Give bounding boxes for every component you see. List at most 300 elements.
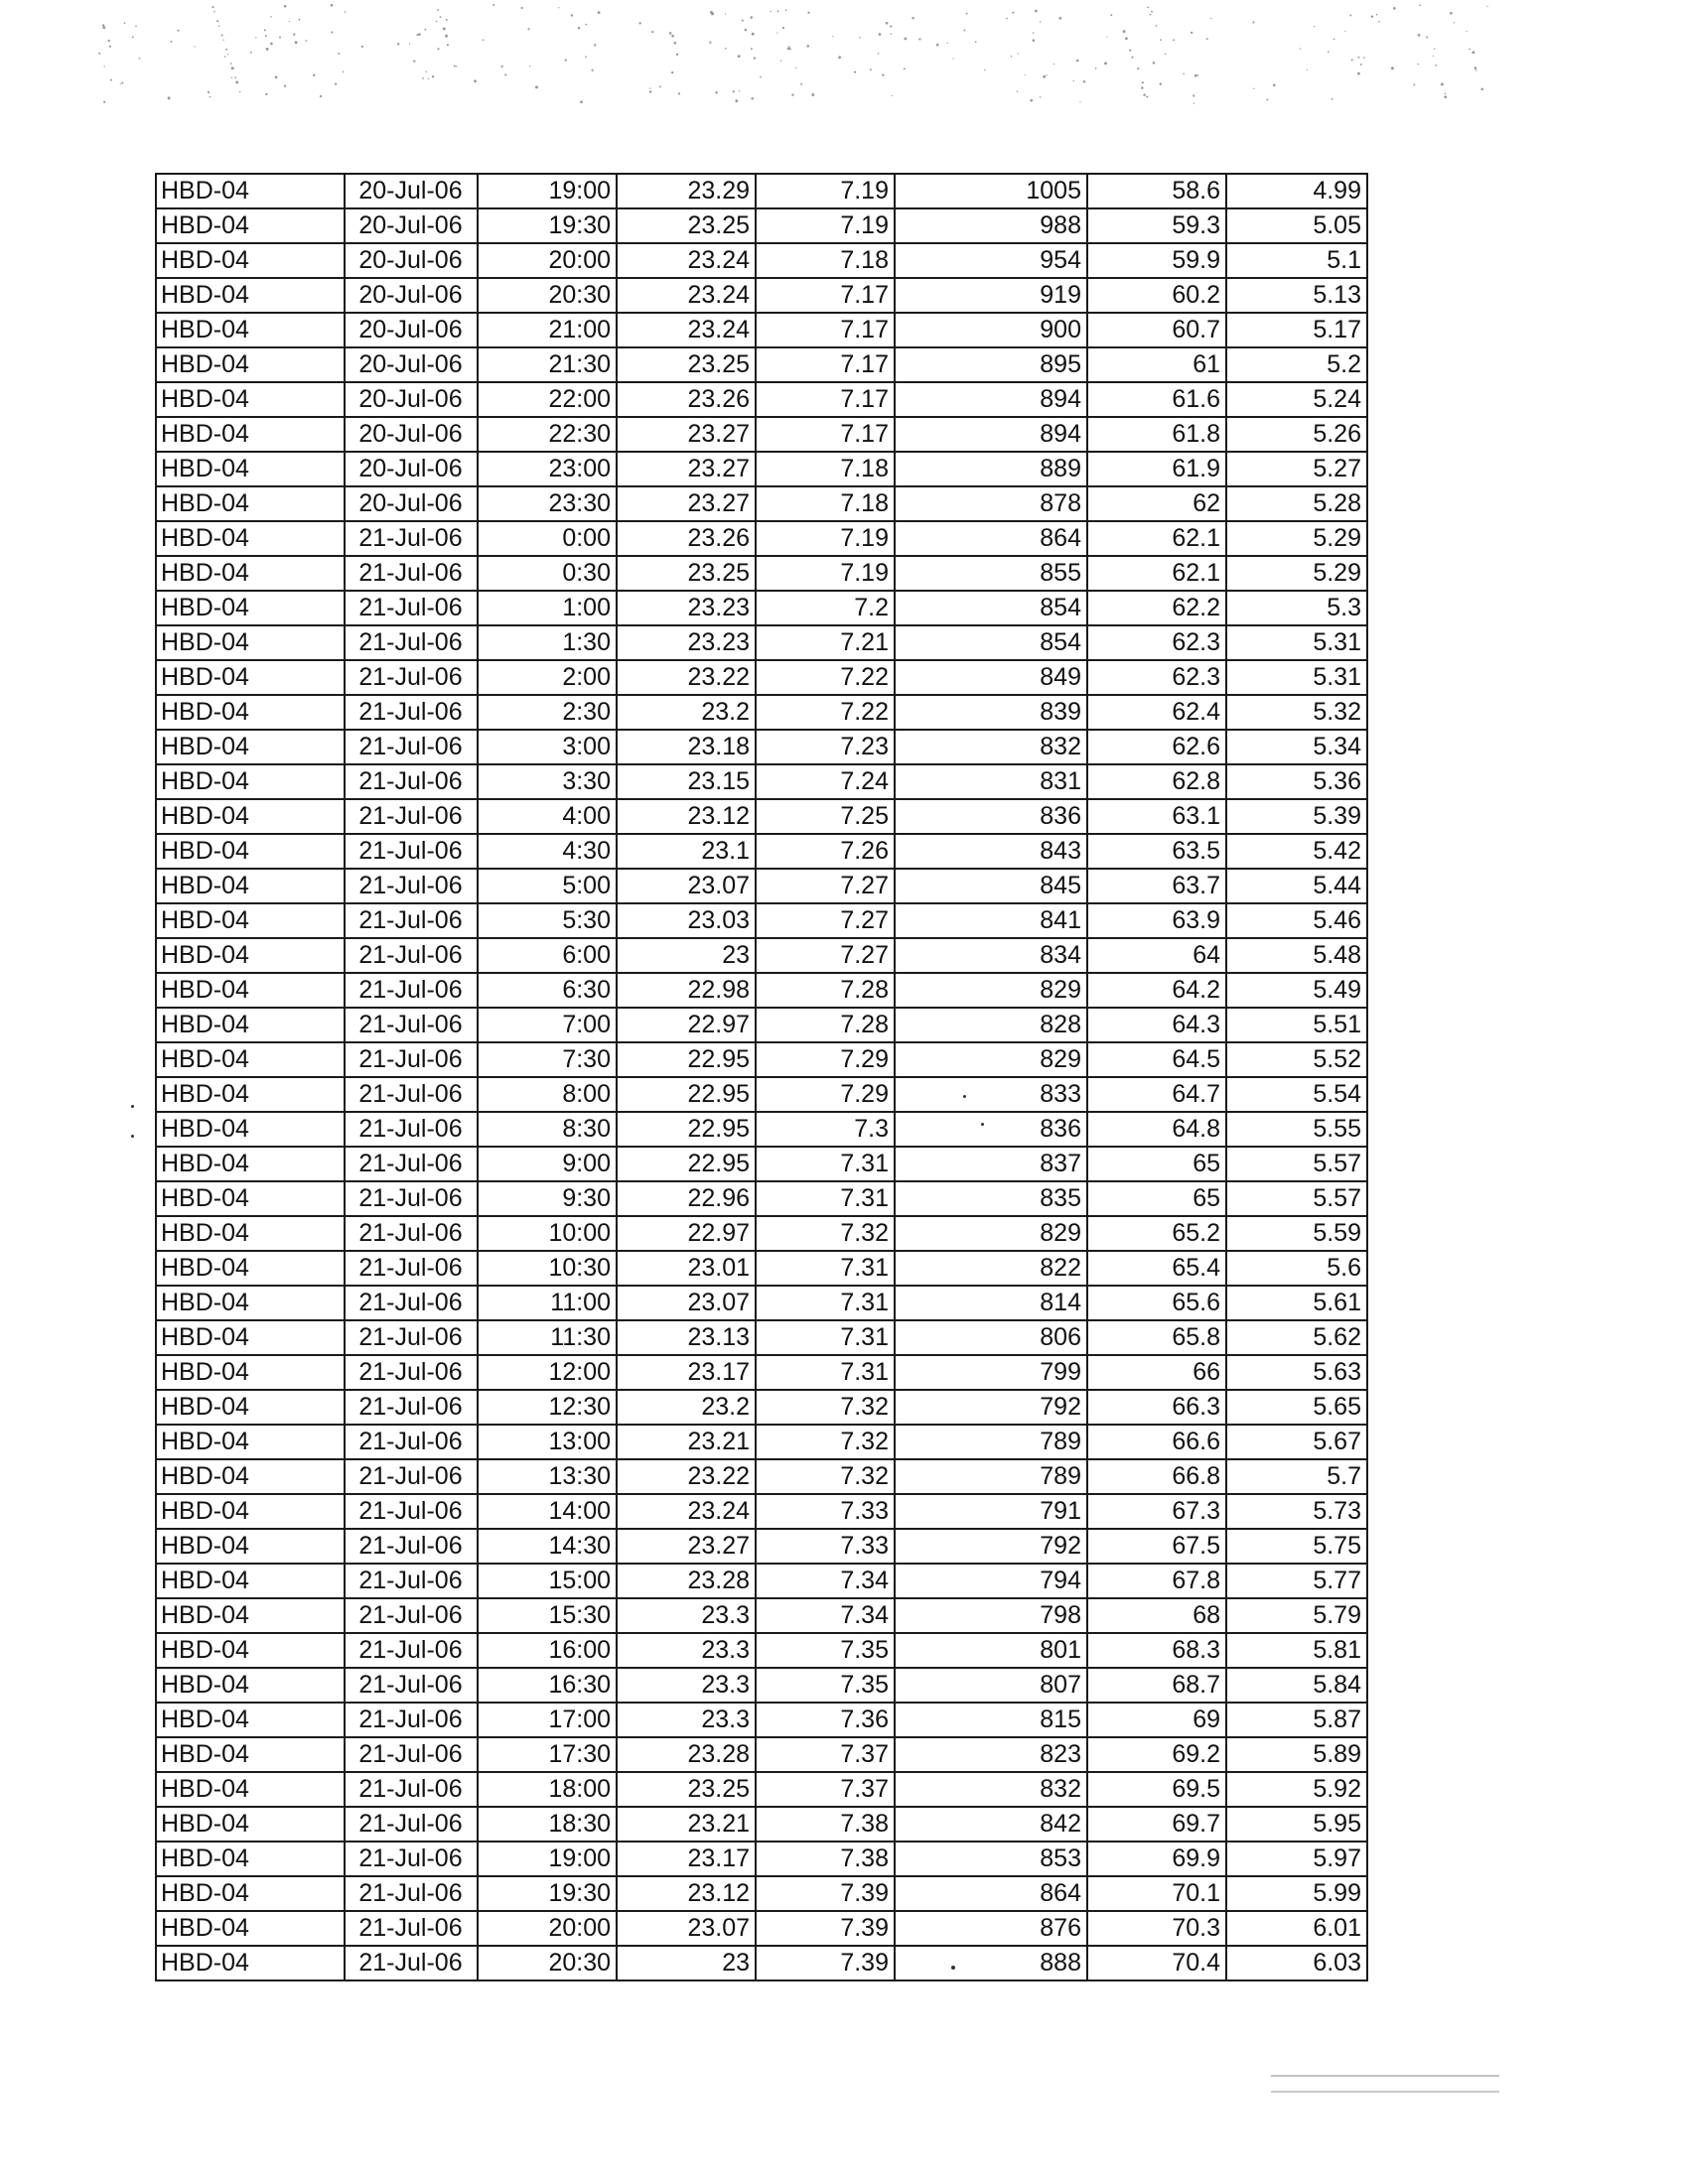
cell-ph: 7.17 <box>756 417 895 452</box>
noise-dot <box>1435 65 1437 67</box>
cell-reading-7: 66 <box>1087 1355 1226 1390</box>
cell-time: 3:00 <box>478 730 617 764</box>
noise-dot <box>710 11 713 14</box>
cell-ph: 7.39 <box>756 1946 895 1980</box>
table-row <box>156 834 1367 869</box>
table-row <box>156 486 1367 521</box>
cell-date: 20-Jul-06 <box>345 278 478 313</box>
noise-dot <box>177 30 179 32</box>
noise-dot <box>585 24 587 26</box>
cell-reading-7: 59.9 <box>1087 243 1226 278</box>
noise-dot <box>789 48 791 50</box>
noise-dot <box>1033 39 1036 42</box>
cell-time: 17:00 <box>478 1703 617 1737</box>
table-row <box>156 938 1367 973</box>
noise-dot <box>1017 90 1019 92</box>
cell-date: 21-Jul-06 <box>345 1737 478 1772</box>
table-row <box>156 382 1367 417</box>
cell-conductivity: 894 <box>895 382 1087 417</box>
cell-date: 21-Jul-06 <box>345 1355 478 1390</box>
table-row <box>156 313 1367 347</box>
cell-reading-8: 5.46 <box>1226 903 1367 938</box>
cell-temperature: 23.28 <box>617 1737 756 1772</box>
noise-dot <box>194 46 195 47</box>
cell-reading-7: 62.1 <box>1087 521 1226 556</box>
cell-ph: 7.34 <box>756 1598 895 1633</box>
cell-time: 20:30 <box>478 1946 617 1980</box>
noise-dot <box>1079 101 1080 102</box>
table-row <box>156 1008 1367 1042</box>
cell-temperature: 22.95 <box>617 1077 756 1112</box>
table-row <box>156 730 1367 764</box>
cell-ph: 7.17 <box>756 347 895 382</box>
cell-reading-8: 5.29 <box>1226 521 1367 556</box>
noise-dot <box>1151 11 1153 13</box>
cell-site: HBD-04 <box>156 834 345 869</box>
noise-dot <box>424 29 426 31</box>
cell-ph: 7.39 <box>756 1876 895 1911</box>
noise-dot <box>879 33 882 36</box>
table-row <box>156 1459 1367 1494</box>
cell-site: HBD-04 <box>156 1355 345 1390</box>
cell-date: 20-Jul-06 <box>345 243 478 278</box>
cell-temperature: 23.24 <box>617 1494 756 1529</box>
cell-conductivity: 794 <box>895 1564 1087 1598</box>
noise-dot <box>1043 75 1046 78</box>
cell-reading-7: 64.3 <box>1087 1008 1226 1042</box>
cell-conductivity: 822 <box>895 1251 1087 1286</box>
cell-conductivity: 919 <box>895 278 1087 313</box>
table-row <box>156 1529 1367 1564</box>
cell-reading-8: 5.3 <box>1226 591 1367 625</box>
noise-dot <box>1193 102 1194 103</box>
cell-reading-7: 64.5 <box>1087 1042 1226 1077</box>
noise-dot <box>591 69 593 71</box>
noise-dot <box>891 33 892 34</box>
noise-dot <box>264 29 266 31</box>
noise-dot <box>432 75 434 77</box>
noise-dot <box>780 60 781 61</box>
cell-reading-7: 70.1 <box>1087 1876 1226 1911</box>
cell-conductivity: 807 <box>895 1668 1087 1703</box>
table-row <box>156 521 1367 556</box>
noise-dot <box>208 91 210 93</box>
noise-dot <box>135 25 137 27</box>
cell-site: HBD-04 <box>156 869 345 903</box>
cell-site: HBD-04 <box>156 208 345 243</box>
noise-dot <box>580 100 583 103</box>
noise-dot <box>1083 80 1086 83</box>
cell-site: HBD-04 <box>156 1216 345 1251</box>
noise-dot <box>649 87 650 88</box>
cell-site: HBD-04 <box>156 1703 345 1737</box>
noise-dot <box>886 22 889 25</box>
cell-date: 21-Jul-06 <box>345 1112 478 1147</box>
cell-conductivity: 864 <box>895 521 1087 556</box>
noise-dot <box>578 27 581 30</box>
cell-site: HBD-04 <box>156 1459 345 1494</box>
cell-ph: 7.19 <box>756 521 895 556</box>
noise-dot <box>1011 56 1013 58</box>
cell-site: HBD-04 <box>156 938 345 973</box>
cell-site: HBD-04 <box>156 695 345 730</box>
cell-date: 21-Jul-06 <box>345 1008 478 1042</box>
cell-ph: 7.3 <box>756 1112 895 1147</box>
cell-reading-7: 62.6 <box>1087 730 1226 764</box>
noise-dot <box>1358 57 1360 59</box>
noise-dot <box>1030 99 1033 102</box>
noise-dot <box>409 43 410 44</box>
noise-dot <box>571 14 573 16</box>
cell-temperature: 23.3 <box>617 1668 756 1703</box>
cell-temperature: 23.29 <box>617 174 756 208</box>
table-row <box>156 1807 1367 1842</box>
noise-dot <box>1418 34 1421 37</box>
cell-temperature: 23.28 <box>617 1564 756 1598</box>
noise-dot <box>739 90 740 91</box>
cell-reading-7: 61.9 <box>1087 452 1226 486</box>
cell-date: 21-Jul-06 <box>345 1286 478 1320</box>
table-row <box>156 417 1367 452</box>
cell-site: HBD-04 <box>156 1842 345 1876</box>
noise-dot <box>1344 31 1345 32</box>
cell-reading-8: 5.52 <box>1226 1042 1367 1077</box>
noise-dot <box>1143 93 1146 96</box>
cell-time: 17:30 <box>478 1737 617 1772</box>
cell-reading-7: 65 <box>1087 1147 1226 1181</box>
noise-dot <box>1173 39 1175 41</box>
noise-dot <box>1378 21 1380 23</box>
cell-date: 20-Jul-06 <box>345 486 478 521</box>
table-row <box>156 1842 1367 1876</box>
cell-conductivity: 791 <box>895 1494 1087 1529</box>
cell-time: 15:00 <box>478 1564 617 1598</box>
noise-dot <box>265 35 267 37</box>
cell-date: 21-Jul-06 <box>345 973 478 1008</box>
noise-dot <box>1360 64 1362 66</box>
cell-reading-7: 69.2 <box>1087 1737 1226 1772</box>
cell-site: HBD-04 <box>156 313 345 347</box>
noise-dot <box>1058 17 1061 20</box>
scan-artifact-line <box>1271 2091 1499 2093</box>
cell-time: 16:30 <box>478 1668 617 1703</box>
cell-conductivity: 835 <box>895 1181 1087 1216</box>
cell-reading-7: 66.8 <box>1087 1459 1226 1494</box>
cell-temperature: 22.95 <box>617 1042 756 1077</box>
noise-dot <box>1110 14 1112 16</box>
noise-dot <box>456 66 457 67</box>
table-row <box>156 1077 1367 1112</box>
noise-dot <box>255 37 256 38</box>
noise-dot <box>649 90 652 93</box>
cell-time: 9:00 <box>478 1147 617 1181</box>
noise-dot <box>1183 73 1185 75</box>
cell-reading-7: 68.7 <box>1087 1668 1226 1703</box>
noise-dot <box>213 11 215 13</box>
noise-dot <box>791 93 793 95</box>
cell-time: 4:00 <box>478 799 617 834</box>
noise-dot <box>227 54 228 55</box>
cell-site: HBD-04 <box>156 591 345 625</box>
noise-dot <box>1129 50 1131 52</box>
noise-dot <box>1053 64 1054 65</box>
cell-conductivity: 834 <box>895 938 1087 973</box>
noise-dot <box>782 27 784 29</box>
cell-reading-8: 5.2 <box>1226 347 1367 382</box>
noise-dot <box>859 37 860 38</box>
cell-temperature: 23.01 <box>617 1251 756 1286</box>
cell-temperature: 23.15 <box>617 764 756 799</box>
cell-reading-8: 5.6 <box>1226 1251 1367 1286</box>
cell-date: 21-Jul-06 <box>345 625 478 660</box>
cell-site: HBD-04 <box>156 730 345 764</box>
noise-dot <box>1472 51 1474 54</box>
cell-reading-8: 5.65 <box>1226 1390 1367 1425</box>
noise-dot <box>305 40 307 42</box>
cell-reading-8: 5.34 <box>1226 730 1367 764</box>
cell-reading-8: 5.62 <box>1226 1320 1367 1355</box>
cell-reading-8: 5.51 <box>1226 1008 1367 1042</box>
noise-dot <box>1300 48 1301 49</box>
cell-temperature: 22.97 <box>617 1216 756 1251</box>
noise-dot <box>1156 25 1158 27</box>
noise-dot <box>776 32 777 33</box>
noise-dot <box>585 56 587 58</box>
noise-dot <box>1153 62 1156 65</box>
cell-date: 21-Jul-06 <box>345 1494 478 1529</box>
cell-date: 20-Jul-06 <box>345 208 478 243</box>
cell-ph: 7.38 <box>756 1842 895 1876</box>
cell-reading-8: 5.57 <box>1226 1181 1367 1216</box>
noise-dot <box>1012 12 1014 14</box>
cell-reading-8: 5.31 <box>1226 625 1367 660</box>
cell-date: 21-Jul-06 <box>345 1668 478 1703</box>
cell-temperature: 23.07 <box>617 869 756 903</box>
cell-temperature: 23.23 <box>617 591 756 625</box>
data-table <box>155 173 1368 1981</box>
table-row <box>156 556 1367 591</box>
noise-dot <box>529 66 530 67</box>
table-row <box>156 278 1367 313</box>
cell-reading-7: 61 <box>1087 347 1226 382</box>
cell-conductivity: 829 <box>895 973 1087 1008</box>
cell-site: HBD-04 <box>156 556 345 591</box>
cell-temperature: 23.24 <box>617 243 756 278</box>
noise-dot <box>709 42 711 44</box>
cell-site: HBD-04 <box>156 1564 345 1598</box>
cell-conductivity: 828 <box>895 1008 1087 1042</box>
noise-dot <box>1146 96 1148 98</box>
cell-time: 16:00 <box>478 1633 617 1668</box>
noise-dot <box>1413 83 1415 85</box>
cell-time: 20:30 <box>478 278 617 313</box>
cell-conductivity: 855 <box>895 556 1087 591</box>
cell-ph: 7.35 <box>756 1668 895 1703</box>
noise-dot <box>222 40 223 41</box>
noise-dot <box>211 6 213 8</box>
cell-reading-7: 63.5 <box>1087 834 1226 869</box>
table-row <box>156 1494 1367 1529</box>
cell-time: 6:00 <box>478 938 617 973</box>
noise-dot <box>832 36 833 37</box>
cell-time: 19:30 <box>478 208 617 243</box>
noise-dot <box>170 41 172 43</box>
cell-temperature: 23.27 <box>617 486 756 521</box>
cell-conductivity: 854 <box>895 591 1087 625</box>
noise-dot <box>838 56 841 59</box>
table-row <box>156 1390 1367 1425</box>
noise-dot <box>98 53 100 55</box>
cell-time: 19:00 <box>478 174 617 208</box>
noise-dot <box>132 36 134 38</box>
cell-ph: 7.31 <box>756 1355 895 1390</box>
cell-temperature: 23.26 <box>617 521 756 556</box>
noise-dot <box>1454 22 1455 23</box>
cell-site: HBD-04 <box>156 1320 345 1355</box>
cell-time: 20:00 <box>478 243 617 278</box>
noise-dot <box>1351 59 1353 61</box>
noise-dot <box>1266 98 1268 100</box>
cell-reading-7: 60.7 <box>1087 313 1226 347</box>
noise-dot <box>1445 92 1447 94</box>
cell-time: 23:30 <box>478 486 617 521</box>
cell-site: HBD-04 <box>156 243 345 278</box>
noise-dot <box>1433 56 1434 57</box>
cell-time: 10:00 <box>478 1216 617 1251</box>
noise-dot <box>210 96 211 98</box>
noise-dot <box>1480 88 1483 91</box>
cell-conductivity: 833 <box>895 1077 1087 1112</box>
noise-dot <box>218 25 219 26</box>
cell-reading-7: 64.8 <box>1087 1112 1226 1147</box>
noise-dot <box>520 7 522 9</box>
cell-reading-8: 5.13 <box>1226 278 1367 313</box>
table-row <box>156 591 1367 625</box>
cell-ph: 7.21 <box>756 625 895 660</box>
noise-dot <box>1047 74 1048 75</box>
noise-dot <box>952 58 953 59</box>
cell-conductivity: 832 <box>895 1772 1087 1807</box>
cell-time: 12:00 <box>478 1355 617 1390</box>
cell-temperature: 22.97 <box>617 1008 756 1042</box>
noise-dot <box>963 30 965 32</box>
cell-conductivity: 889 <box>895 452 1087 486</box>
noise-dot <box>659 85 661 87</box>
table-row <box>156 452 1367 486</box>
noise-dot <box>102 24 104 26</box>
cell-reading-7: 68.3 <box>1087 1633 1226 1668</box>
noise-dot <box>751 97 754 100</box>
cell-reading-8: 5.73 <box>1226 1494 1367 1529</box>
cell-site: HBD-04 <box>156 1042 345 1077</box>
noise-dot <box>108 40 110 42</box>
table-row <box>156 208 1367 243</box>
cell-ph: 7.23 <box>756 730 895 764</box>
noise-dot <box>1033 32 1035 34</box>
cell-temperature: 23.25 <box>617 347 756 382</box>
cell-reading-8: 5.1 <box>1226 243 1367 278</box>
cell-date: 21-Jul-06 <box>345 1911 478 1946</box>
cell-time: 19:30 <box>478 1876 617 1911</box>
cell-date: 21-Jul-06 <box>345 1772 478 1807</box>
cell-reading-8: 5.44 <box>1226 869 1367 903</box>
cell-reading-8: 5.84 <box>1226 1668 1367 1703</box>
cell-ph: 7.34 <box>756 1564 895 1598</box>
noise-dot <box>440 16 442 18</box>
cell-reading-7: 65.4 <box>1087 1251 1226 1286</box>
table-row <box>156 1112 1367 1147</box>
noise-dot <box>1137 68 1139 69</box>
noise-dot <box>788 46 790 48</box>
table-row <box>156 625 1367 660</box>
cell-time: 2:00 <box>478 660 617 695</box>
cell-site: HBD-04 <box>156 1668 345 1703</box>
cell-temperature: 23.27 <box>617 452 756 486</box>
table-row <box>156 1355 1367 1390</box>
cell-site: HBD-04 <box>156 903 345 938</box>
cell-date: 21-Jul-06 <box>345 1425 478 1459</box>
cell-date: 21-Jul-06 <box>345 1807 478 1842</box>
cell-temperature: 23.3 <box>617 1598 756 1633</box>
cell-ph: 7.28 <box>756 973 895 1008</box>
cell-site: HBD-04 <box>156 625 345 660</box>
noise-dot <box>752 33 755 36</box>
cell-site: HBD-04 <box>156 1737 345 1772</box>
noise-dot <box>121 82 123 84</box>
cell-conductivity: 878 <box>895 486 1087 521</box>
cell-conductivity: 836 <box>895 799 1087 834</box>
cell-conductivity: 829 <box>895 1216 1087 1251</box>
cell-ph: 7.17 <box>756 313 895 347</box>
cell-reading-7: 60.2 <box>1087 278 1226 313</box>
noise-dot <box>1040 21 1042 23</box>
cell-ph: 7.35 <box>756 1633 895 1668</box>
cell-time: 11:00 <box>478 1286 617 1320</box>
cell-ph: 7.18 <box>756 243 895 278</box>
noise-dot <box>651 31 653 33</box>
cell-site: HBD-04 <box>156 1529 345 1564</box>
cell-site: HBD-04 <box>156 1425 345 1459</box>
noise-dot <box>1035 10 1038 13</box>
cell-site: HBD-04 <box>156 1008 345 1042</box>
cell-time: 18:30 <box>478 1807 617 1842</box>
noise-dot <box>725 48 727 50</box>
cell-temperature: 23.25 <box>617 1772 756 1807</box>
cell-conductivity: 1005 <box>895 174 1087 208</box>
cell-conductivity: 842 <box>895 1807 1087 1842</box>
cell-reading-8: 6.01 <box>1226 1911 1367 1946</box>
cell-date: 20-Jul-06 <box>345 417 478 452</box>
noise-dot <box>110 79 112 81</box>
cell-conductivity: 876 <box>895 1911 1087 1946</box>
cell-date: 21-Jul-06 <box>345 1564 478 1598</box>
noise-dot <box>120 83 121 84</box>
noise-dot <box>1469 49 1471 51</box>
cell-date: 20-Jul-06 <box>345 313 478 347</box>
noise-dot <box>443 28 446 31</box>
cell-reading-7: 70.4 <box>1087 1946 1226 1980</box>
cell-ph: 7.27 <box>756 869 895 903</box>
cell-temperature: 22.95 <box>617 1112 756 1147</box>
noise-dot <box>483 39 485 41</box>
noise-dot <box>1160 39 1162 41</box>
cell-temperature: 23.25 <box>617 556 756 591</box>
cell-time: 1:00 <box>478 591 617 625</box>
cell-reading-8: 5.81 <box>1226 1633 1367 1668</box>
cell-conductivity: 823 <box>895 1737 1087 1772</box>
noise-dot <box>221 35 223 37</box>
cell-conductivity: 841 <box>895 903 1087 938</box>
